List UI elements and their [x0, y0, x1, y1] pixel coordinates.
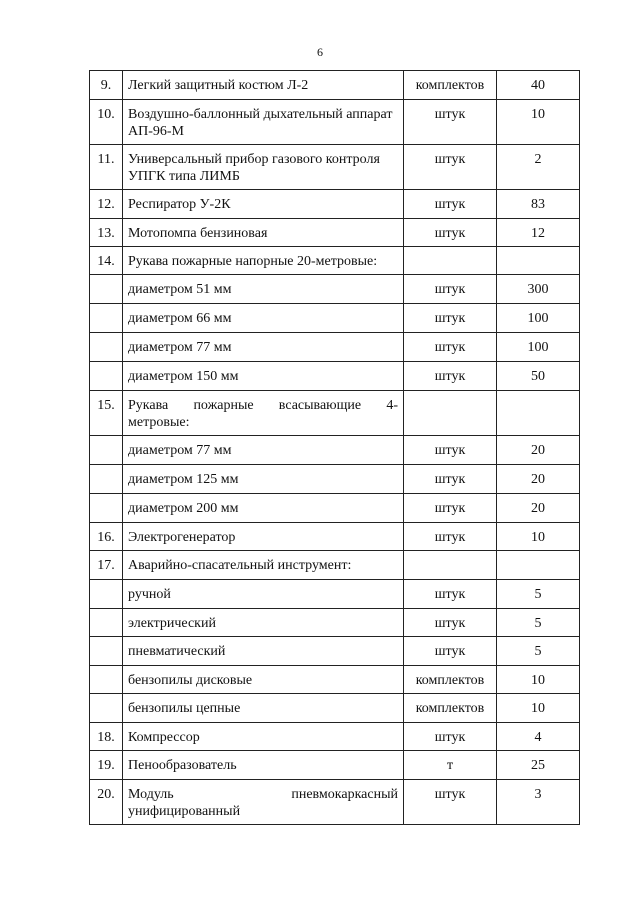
quantity: 5 — [497, 609, 580, 637]
item-name: бензопилы дисковые — [123, 666, 404, 694]
quantity: 12 — [497, 219, 580, 247]
table-row — [90, 465, 580, 494]
unit-of-measure: штук — [404, 637, 497, 666]
unit-of-measure: штук — [404, 190, 497, 219]
unit-of-measure: штук — [404, 580, 497, 609]
item-name: Мотопомпа бензиновая — [123, 219, 404, 247]
table-row — [90, 275, 580, 304]
quantity: 10 — [497, 666, 580, 694]
row-number: 20. — [90, 780, 123, 825]
quantity: 20 — [497, 465, 580, 494]
quantity — [497, 391, 580, 436]
unit-of-measure: штук — [404, 465, 497, 494]
item-name: электрический — [123, 609, 404, 637]
quantity: 40 — [497, 71, 580, 100]
table-row — [90, 71, 580, 100]
item-name: диаметром 150 мм — [123, 362, 404, 391]
quantity: 3 — [497, 780, 580, 825]
unit-of-measure: штук — [404, 304, 497, 333]
row-number — [90, 580, 123, 609]
row-number: 13. — [90, 219, 123, 247]
unit-of-measure: штук — [404, 723, 497, 751]
row-number: 18. — [90, 723, 123, 751]
quantity: 83 — [497, 190, 580, 219]
row-number: 19. — [90, 751, 123, 780]
unit-of-measure: штук — [404, 494, 497, 523]
table-row — [90, 436, 580, 465]
item-name-line-2: унифицированный — [128, 804, 241, 819]
item-name: пневматический — [123, 637, 404, 666]
table-row — [90, 551, 580, 580]
quantity: 2 — [497, 145, 580, 190]
row-number: 12. — [90, 190, 123, 219]
row-number — [90, 637, 123, 666]
quantity: 20 — [497, 436, 580, 465]
table-row — [90, 333, 580, 362]
row-number — [90, 494, 123, 523]
row-number — [90, 304, 123, 333]
quantity: 100 — [497, 333, 580, 362]
unit-of-measure: комплектов — [404, 71, 497, 100]
quantity: 100 — [497, 304, 580, 333]
quantity: 4 — [497, 723, 580, 751]
unit-of-measure: комплектов — [404, 666, 497, 694]
item-name: диаметром 77 мм — [123, 436, 404, 465]
table-row — [90, 694, 580, 723]
quantity — [497, 247, 580, 275]
unit-of-measure: т — [404, 751, 497, 780]
table-row — [90, 609, 580, 637]
item-name: Пенообразователь — [123, 751, 404, 780]
item-name: Универсальный прибор газового контроля УПГК типа ЛИМБ — [123, 145, 404, 190]
table-row — [90, 723, 580, 751]
row-number — [90, 275, 123, 304]
page-number: 6 — [317, 45, 323, 59]
unit-of-measure — [404, 551, 497, 580]
row-number: 11. — [90, 145, 123, 190]
table-row — [90, 145, 580, 190]
item-name: Электрогенератор — [123, 523, 404, 551]
quantity — [497, 551, 580, 580]
quantity: 5 — [497, 580, 580, 609]
quantity: 10 — [497, 100, 580, 145]
unit-of-measure: штук — [404, 436, 497, 465]
table-row — [90, 523, 580, 551]
table-row — [90, 637, 580, 666]
row-number: 17. — [90, 551, 123, 580]
quantity: 10 — [497, 523, 580, 551]
quantity: 20 — [497, 494, 580, 523]
table-row — [90, 751, 580, 780]
table-row — [90, 219, 580, 247]
unit-of-measure: штук — [404, 780, 497, 825]
unit-of-measure: штук — [404, 362, 497, 391]
unit-of-measure: штук — [404, 219, 497, 247]
row-number — [90, 666, 123, 694]
item-name-line-1: Модуль пневмокаркасный — [128, 787, 398, 802]
quantity: 25 — [497, 751, 580, 780]
unit-of-measure: штук — [404, 333, 497, 362]
table-row — [90, 362, 580, 391]
table-row — [90, 666, 580, 694]
item-name: Рукава пожарные напорные 20-метровые: — [123, 247, 404, 275]
row-number — [90, 362, 123, 391]
row-number: 16. — [90, 523, 123, 551]
unit-of-measure — [404, 391, 497, 436]
row-number — [90, 465, 123, 494]
item-name: Воздушно-баллонный дыхательный аппарат АП-96-М — [123, 100, 404, 145]
row-number — [90, 609, 123, 637]
row-number: 14. — [90, 247, 123, 275]
item-name — [123, 780, 404, 825]
table-row — [90, 100, 580, 145]
item-name — [123, 391, 404, 436]
table-body — [90, 71, 580, 825]
row-number — [90, 333, 123, 362]
unit-of-measure: штук — [404, 609, 497, 637]
item-name: диаметром 51 мм — [123, 275, 404, 304]
unit-of-measure: штук — [404, 523, 497, 551]
table-row — [90, 780, 580, 825]
equipment-table — [89, 70, 580, 825]
item-name-line-1: Рукава пожарные всасывающие 4- — [128, 398, 398, 413]
item-name: диаметром 125 мм — [123, 465, 404, 494]
item-name: диаметром 200 мм — [123, 494, 404, 523]
quantity: 50 — [497, 362, 580, 391]
quantity: 10 — [497, 694, 580, 723]
item-name: ручной — [123, 580, 404, 609]
item-name: диаметром 66 мм — [123, 304, 404, 333]
unit-of-measure: штук — [404, 275, 497, 304]
row-number: 10. — [90, 100, 123, 145]
item-name: бензопилы цепные — [123, 694, 404, 723]
row-number — [90, 436, 123, 465]
table-row — [90, 391, 580, 436]
item-name-line-2: метровые: — [128, 415, 190, 430]
table-row — [90, 304, 580, 333]
row-number: 9. — [90, 71, 123, 100]
quantity: 5 — [497, 637, 580, 666]
item-name: Аварийно-спасательный инструмент: — [123, 551, 404, 580]
table-row — [90, 494, 580, 523]
row-number — [90, 694, 123, 723]
unit-of-measure: комплектов — [404, 694, 497, 723]
item-name: Легкий защитный костюм Л-2 — [123, 71, 404, 100]
table-row — [90, 190, 580, 219]
table-row — [90, 247, 580, 275]
item-name: Респиратор У-2К — [123, 190, 404, 219]
item-name: диаметром 77 мм — [123, 333, 404, 362]
unit-of-measure: штук — [404, 145, 497, 190]
row-number: 15. — [90, 391, 123, 436]
quantity: 300 — [497, 275, 580, 304]
table-row — [90, 580, 580, 609]
item-name: Компрессор — [123, 723, 404, 751]
unit-of-measure — [404, 247, 497, 275]
unit-of-measure: штук — [404, 100, 497, 145]
